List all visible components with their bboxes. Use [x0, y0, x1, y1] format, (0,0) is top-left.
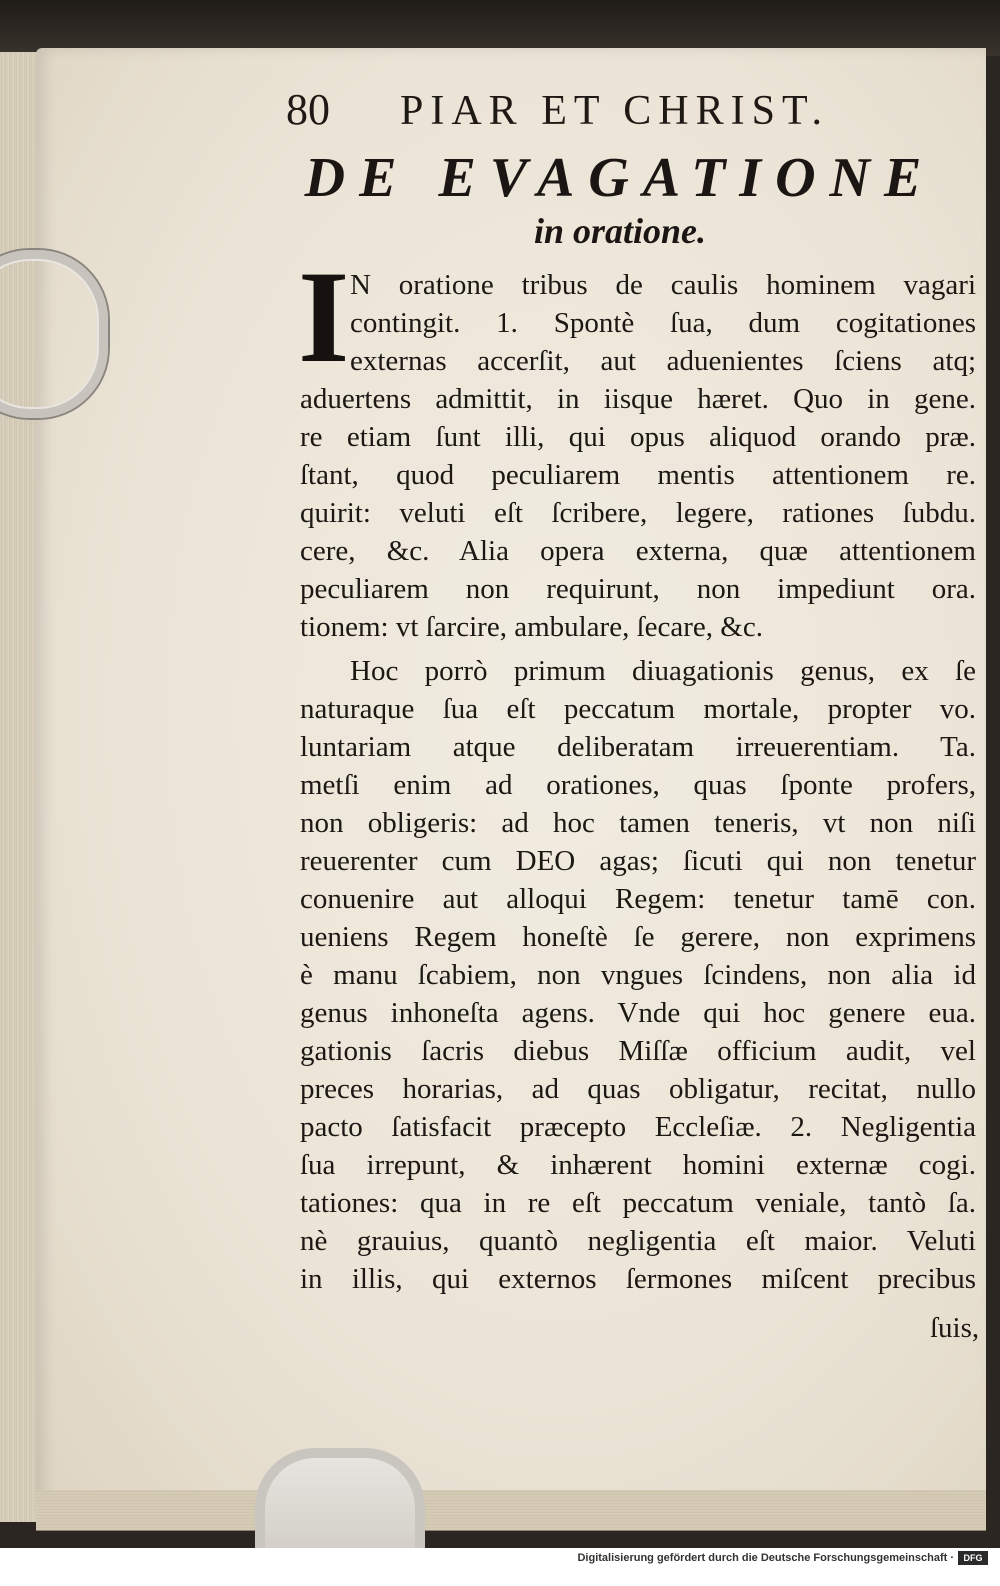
- text-line: quirit: veluti eſt ſcribere, legere, rationes ſubdu.: [300, 497, 976, 529]
- text-line: ueniens Regem honeſtè ſe gerere, non exprimens: [300, 921, 976, 953]
- dfg-logo: DFG: [958, 1551, 988, 1565]
- page-header: [286, 84, 906, 144]
- text-line: peculiarem non requirunt, non impediunt ora.: [300, 573, 976, 605]
- text-line: pacto ſatisfacit præcepto Eccleſiæ. 2. Negligentia: [300, 1111, 976, 1143]
- text-line: non obligeris: ad hoc tamen teneris, vt non niſi: [300, 807, 976, 839]
- text-line: aduertens admittit, in iisque hæret. Quo in gene.: [300, 383, 976, 415]
- text-line: reuerenter cum DEO agas; ſicuti qui non tenetur: [300, 845, 976, 877]
- text-line: genus inhoneſta agens. Vnde qui hoc genere eua.: [300, 997, 976, 1029]
- text-line: è manu ſcabiem, non vngues ſcindens, non alia id: [300, 959, 976, 991]
- book-bottom-edge: [36, 1490, 986, 1531]
- text-line: externas accerſit, aut aduenientes ſciens atq;: [350, 345, 976, 377]
- text-line: in illis, qui externos ſermones miſcent precibus: [300, 1263, 976, 1295]
- text-line: contingit. 1. Spontè ſua, dum cogitationes: [350, 307, 976, 339]
- drop-cap: I: [298, 243, 350, 390]
- funding-credit: Digitalisierung gefördert durch die Deutsche Forschungsgemeinschaft ·: [577, 1552, 954, 1564]
- chapter-subtitle: in oratione.: [533, 211, 707, 251]
- text-line: conuenire aut alloqui Regem: tenetur tamē con.: [300, 883, 976, 915]
- text-line: re etiam ſunt illi, qui opus aliquod orando præ.: [300, 421, 976, 453]
- text-line: preces horarias, ad quas obligatur, recitat, nullo: [300, 1073, 976, 1105]
- text-line: cere, &c. Alia opera externa, quæ attentionem: [300, 535, 976, 567]
- text-line: ſtant, quod peculiarem mentis attentionem re.: [300, 459, 976, 491]
- text-line: naturaque ſua eſt peccatum mortale, propter vo.: [300, 693, 976, 725]
- chapter-title: DE EVAGATIONE: [304, 147, 936, 209]
- text-line: nè grauius, quantò negligentia eſt maior. Veluti: [300, 1225, 976, 1257]
- text-line: luntariam atque deliberatam irreuerentiam. Ta.: [300, 731, 976, 763]
- text-line: tationes: qua in re eſt peccatum veniale, tantò ſa.: [300, 1187, 976, 1219]
- text-line: metſi enim ad orationes, quas ſponte profers,: [300, 769, 976, 801]
- running-title: PIAR ET CHRIST.: [400, 88, 829, 134]
- text-line: N oratione tribus de caulis hominem vagari: [350, 269, 976, 301]
- text-line: ſua irrepunt, & inhærent homini externæ cogi.: [300, 1149, 976, 1181]
- text-line: tionem: vt ſarcire, ambulare, ſecare, &c.: [300, 611, 763, 643]
- text-line: gationis ſacris diebus Miſſæ officium audit, vel: [300, 1035, 976, 1067]
- catchword: ſuis,: [930, 1312, 980, 1344]
- page-number: 80: [286, 85, 330, 134]
- text-line: Hoc porrò primum diuagationis genus, ex ſe: [350, 655, 976, 687]
